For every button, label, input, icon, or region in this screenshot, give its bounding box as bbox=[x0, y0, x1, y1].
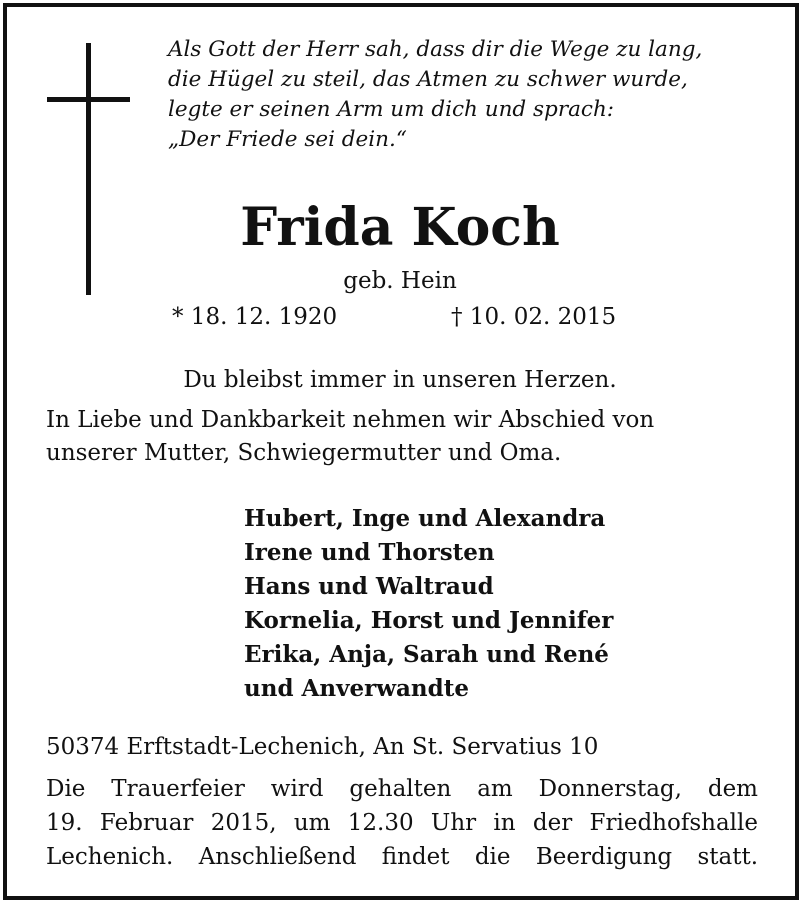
deceased-name-text: Frida Koch bbox=[240, 197, 560, 258]
poem-line: legte er seinen Arm um dich und sprach: bbox=[168, 97, 615, 122]
poem-line: Als Gott der Herr sah, dass dir die Wege zu lang, bbox=[168, 37, 703, 62]
service-info bbox=[46, 772, 758, 874]
poem-line: „Der Friede sei dein.“ bbox=[168, 127, 407, 152]
poem bbox=[168, 35, 768, 155]
motto: Du bleibst immer in unseren Herzen. bbox=[183, 367, 617, 393]
family-member: Kornelia, Horst und Jennifer bbox=[244, 607, 614, 634]
service-line: 19. Februar 2015, um 12.30 Uhr in der Friedhofshalle bbox=[46, 810, 758, 836]
family-list bbox=[244, 502, 613, 706]
service-line: Lechenich. Anschließend findet die Beerdigung statt. bbox=[46, 844, 758, 870]
family-member: Erika, Anja, Sarah und René bbox=[244, 641, 609, 668]
deceased-name bbox=[0, 196, 800, 260]
maiden-name: geb. Hein bbox=[343, 268, 457, 294]
death-date: † 10. 02. 2015 bbox=[451, 304, 617, 330]
cross-horizontal-bar bbox=[47, 97, 130, 102]
farewell-line: In Liebe und Dankbarkeit nehmen wir Abschied von bbox=[46, 407, 655, 433]
family-member: Hubert, Inge und Alexandra bbox=[244, 505, 606, 532]
service-line: Die Trauerfeier wird gehalten am Donnerstag, dem bbox=[46, 776, 758, 802]
farewell-text bbox=[46, 404, 758, 470]
family-member: Irene und Thorsten bbox=[244, 539, 495, 566]
birth-date: * 18. 12. 1920 bbox=[172, 304, 338, 330]
farewell-line: unserer Mutter, Schwiegermutter und Oma. bbox=[46, 440, 562, 466]
address: 50374 Erftstadt-Lechenich, An St. Servatius 10 bbox=[46, 734, 599, 760]
family-member: und Anverwandte bbox=[244, 675, 469, 702]
poem-line: die Hügel zu steil, das Atmen zu schwer wurde, bbox=[168, 67, 688, 92]
family-member: Hans und Waltraud bbox=[244, 573, 494, 600]
